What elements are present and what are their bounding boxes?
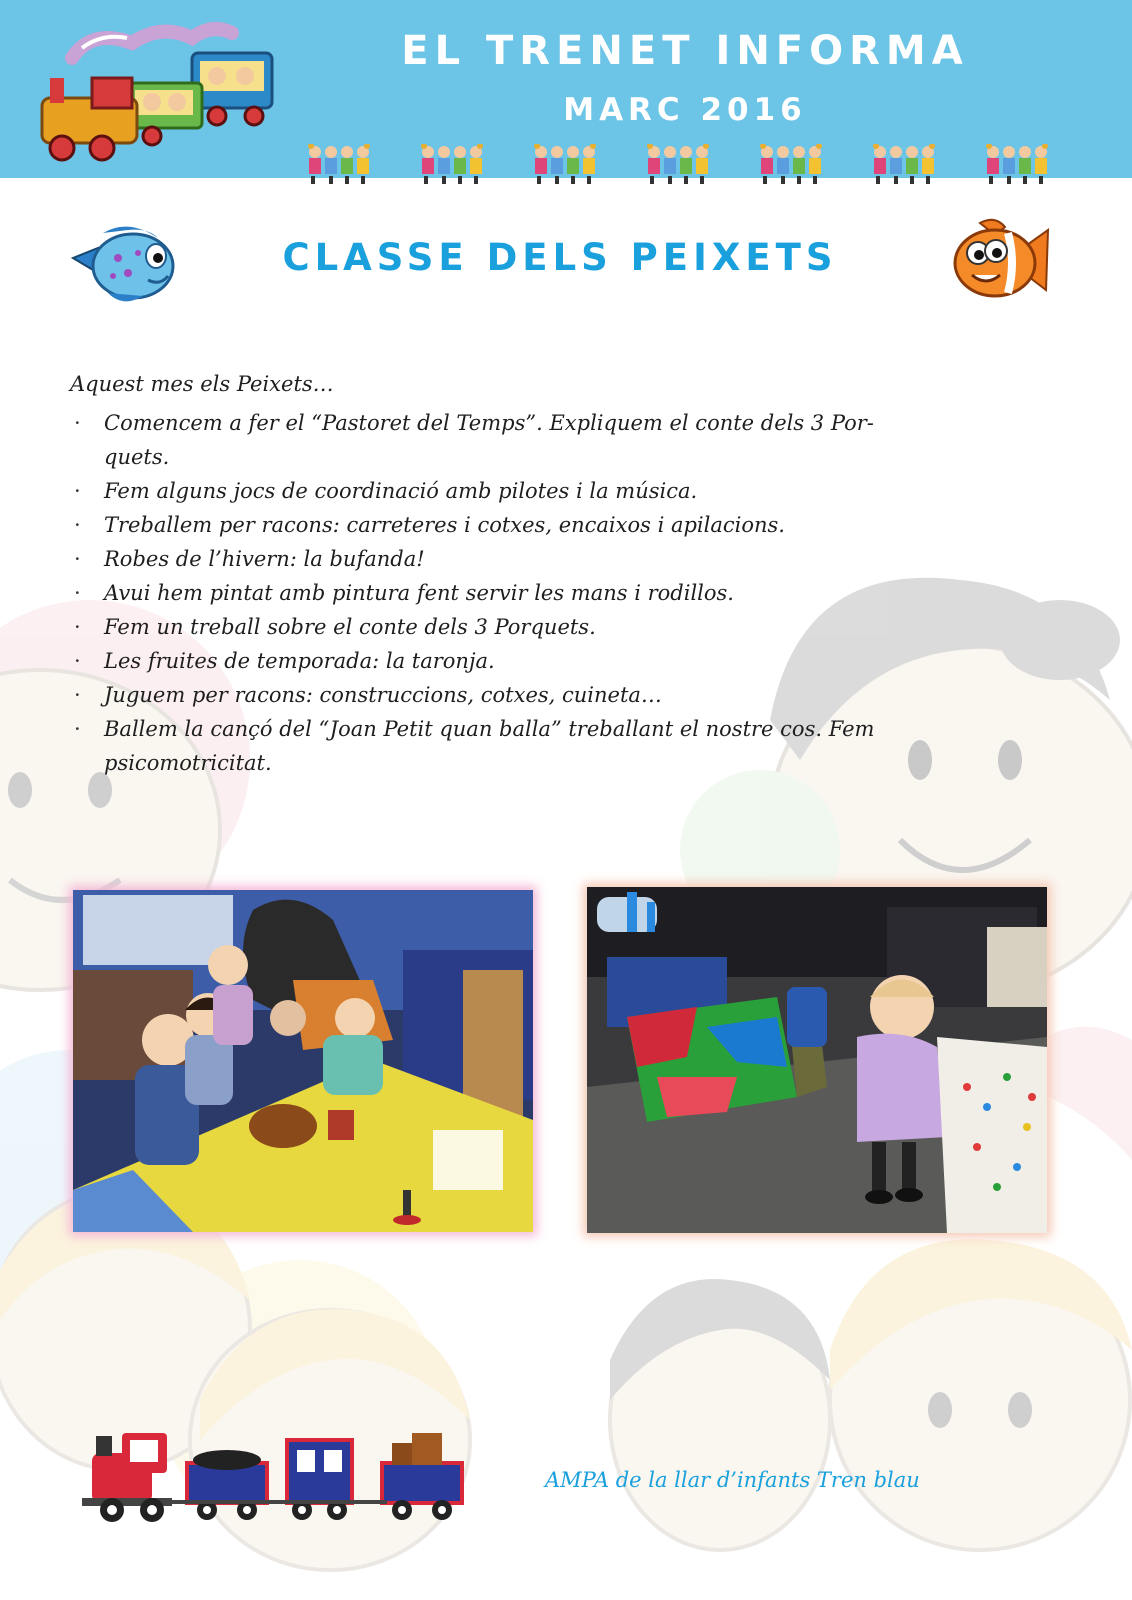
list-item bbox=[70, 644, 1060, 678]
bullet-dot: · bbox=[74, 717, 81, 741]
footer-association-name: AMPA de la llar d’infants Tren blau bbox=[545, 1468, 920, 1492]
list-item-text: Fem alguns jocs de coordinació amb pilotes i la música. bbox=[104, 479, 698, 503]
bullet-dot: · bbox=[74, 513, 81, 537]
list-item bbox=[70, 712, 1060, 780]
children-decoration-row bbox=[305, 144, 1095, 196]
bullet-dot: · bbox=[74, 683, 81, 707]
list-item bbox=[70, 508, 1060, 542]
list-item-text: Juguem per racons: construccions, cotxes, cuineta… bbox=[104, 683, 662, 707]
bullet-dot: · bbox=[74, 411, 81, 435]
list-item-text: Robes de l’hivern: la bufanda! bbox=[104, 547, 425, 571]
list-item-text: Treballem per racons: carreteres i cotxes, encaixos i apilacions. bbox=[104, 513, 785, 537]
blue-fish-icon bbox=[68, 218, 178, 308]
list-item-text: Les fruites de temporada: la taronja. bbox=[104, 649, 495, 673]
class-section-title: CLASSE DELS PEIXETS bbox=[282, 236, 838, 279]
list-item-text: Comencem a fer el “Pastoret del Temps”. Expliquem el conte dels 3 Por- bbox=[104, 411, 874, 435]
bullet-dot: · bbox=[74, 615, 81, 639]
train-logo-icon bbox=[32, 8, 282, 168]
list-item-text-continued: psicomotricitat. bbox=[104, 751, 272, 775]
orange-clownfish-icon bbox=[950, 215, 1050, 310]
list-item-text: Avui hem pintat amb pintura fent servir les mans i rodillos. bbox=[104, 581, 734, 605]
list-item bbox=[70, 610, 1060, 644]
list-item bbox=[70, 542, 1060, 576]
intro-text: Aquest mes els Peixets… bbox=[70, 372, 334, 396]
classroom-painted-box-photo bbox=[587, 887, 1047, 1233]
bullet-dot: · bbox=[74, 479, 81, 503]
list-item bbox=[70, 474, 1060, 508]
bullet-dot: · bbox=[74, 547, 81, 571]
newsletter-title: EL TRENET INFORMA bbox=[401, 28, 969, 74]
footer-train-icon bbox=[82, 1418, 472, 1528]
newsletter-date: MARC 2016 bbox=[563, 92, 807, 128]
list-item-text: Fem un treball sobre el conte dels 3 Porquets. bbox=[104, 615, 596, 639]
list-item-text: Ballem la cançó del “Joan Petit quan balla” treballant el nostre cos. Fem bbox=[104, 717, 875, 741]
bullet-dot: · bbox=[74, 649, 81, 673]
classroom-cake-photo bbox=[73, 890, 533, 1232]
list-item bbox=[70, 678, 1060, 712]
bullet-dot: · bbox=[74, 581, 81, 605]
list-item-text-continued: quets. bbox=[104, 445, 170, 469]
list-item bbox=[70, 576, 1060, 610]
list-item bbox=[70, 406, 1060, 474]
activities-list bbox=[70, 406, 1060, 780]
